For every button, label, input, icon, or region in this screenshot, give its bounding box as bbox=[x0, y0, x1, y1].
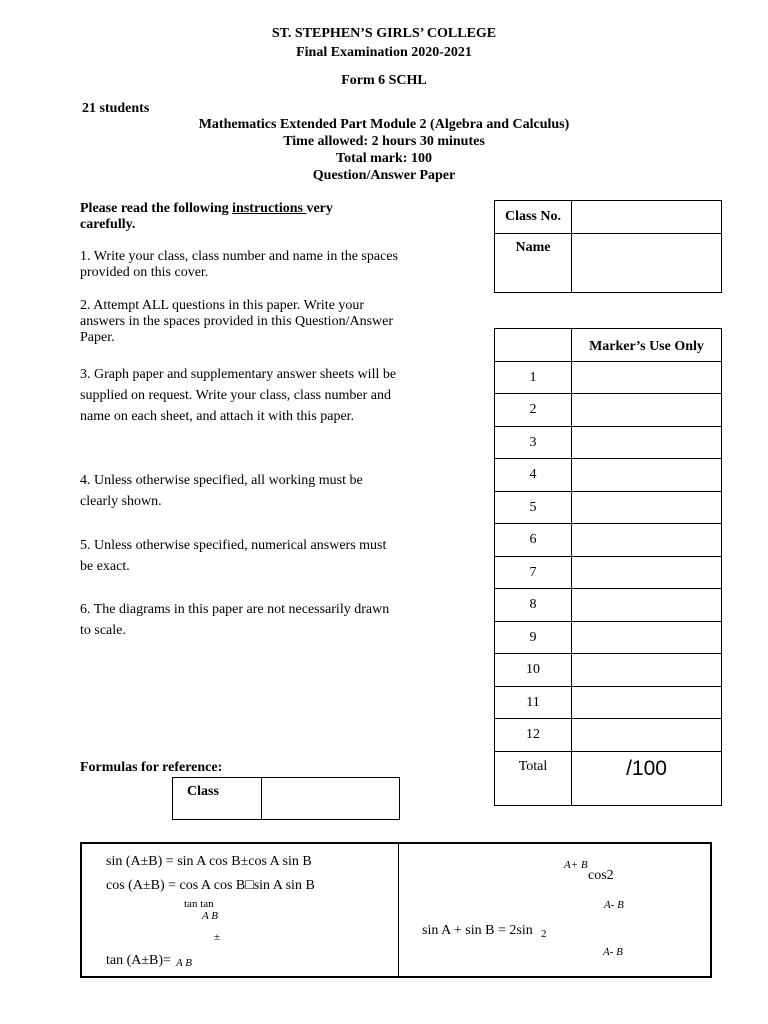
total-mark: Total mark: 100 bbox=[336, 151, 432, 166]
total-value: /100 bbox=[572, 752, 722, 806]
tan-numerator-vars: A B bbox=[202, 910, 218, 922]
cos-sum-formula: cos (A±B) = cos A cos B□sin A sin B bbox=[106, 878, 315, 893]
mark-cell[interactable] bbox=[572, 394, 722, 427]
mark-cell[interactable] bbox=[572, 654, 722, 687]
question-number: 1 bbox=[495, 362, 572, 394]
class-no-label: Class No. bbox=[495, 201, 572, 234]
name-label: Name bbox=[495, 234, 572, 293]
tan-subscript: A B bbox=[176, 957, 192, 969]
tan-numerator: tan tan bbox=[184, 898, 214, 910]
formulas-heading: Formulas for reference: bbox=[80, 760, 223, 775]
instruction-6: 6. The diagrams in this paper are not necessarily drawn to scale. bbox=[80, 602, 390, 638]
time-allowed: Time allowed: 2 hours 30 minutes bbox=[283, 134, 485, 149]
sum-to-product-ab2: A- B bbox=[603, 946, 623, 958]
sin-sum-formula: sin (A±B) = sin A cos B±cos A sin B bbox=[106, 854, 312, 869]
tan-pm: ± bbox=[214, 931, 221, 943]
question-number: 8 bbox=[495, 589, 572, 622]
instruction-2: 2. Attempt ALL questions in this paper. Write your answers in the spaces provided in this Question/Answer Paper. bbox=[80, 298, 393, 345]
paper-type: Question/Answer Paper bbox=[312, 168, 456, 183]
formula-box bbox=[80, 842, 712, 978]
mark-cell[interactable] bbox=[572, 362, 722, 394]
question-number: 7 bbox=[495, 557, 572, 589]
class-table bbox=[172, 777, 400, 820]
instruction-4: 4. Unless otherwise specified, all working must be clearly shown. bbox=[80, 473, 363, 509]
question-number: 12 bbox=[495, 719, 572, 752]
question-number: 5 bbox=[495, 492, 572, 524]
instruction-1: 1. Write your class, class number and name in the spaces provided on this cover. bbox=[80, 249, 398, 280]
mark-cell[interactable] bbox=[572, 492, 722, 524]
instruction-5: 5. Unless otherwise specified, numerical answers must be exact. bbox=[80, 538, 387, 574]
exam-title: Final Examination 2020-2021 bbox=[296, 45, 472, 60]
tan-sum-lhs: tan (A±B)= bbox=[106, 953, 171, 968]
mark-cell[interactable] bbox=[572, 524, 722, 557]
sum-to-product-ab1: A- B bbox=[604, 899, 624, 911]
question-number: 3 bbox=[495, 427, 572, 459]
marker-heading: Marker’s Use Only bbox=[572, 329, 722, 362]
total-label: Total bbox=[495, 752, 572, 806]
sum-to-product-cos: cos2 bbox=[588, 868, 614, 883]
sum-to-product-sub: 2 bbox=[541, 928, 547, 940]
instructions-heading: Please read the following instructions very carefully. bbox=[80, 201, 333, 232]
student-id-table bbox=[494, 200, 722, 293]
name-field[interactable] bbox=[572, 234, 722, 293]
mark-cell[interactable] bbox=[572, 622, 722, 654]
sum-to-product-formula: sin A + sin B = 2sin bbox=[422, 923, 533, 938]
class-no-field[interactable] bbox=[572, 201, 722, 234]
mark-cell[interactable] bbox=[572, 427, 722, 459]
question-number: 9 bbox=[495, 622, 572, 654]
formula-divider bbox=[398, 844, 399, 976]
mark-cell[interactable] bbox=[572, 459, 722, 492]
question-number: 10 bbox=[495, 654, 572, 687]
sum-to-product-sup: A+ B bbox=[564, 859, 588, 871]
marker-table bbox=[494, 328, 722, 806]
question-number: 4 bbox=[495, 459, 572, 492]
class-field[interactable] bbox=[262, 778, 400, 820]
subject-title: Mathematics Extended Part Module 2 (Algebra and Calculus) bbox=[198, 117, 570, 132]
form-label: Form 6 SCHL bbox=[341, 73, 427, 88]
mark-cell[interactable] bbox=[572, 589, 722, 622]
school-name: ST. STEPHEN’S GIRLS’ COLLEGE bbox=[271, 26, 497, 41]
instruction-3: 3. Graph paper and supplementary answer sheets will be supplied on request. Write your class, class number and name on each sheet, and attach it with this paper. bbox=[80, 367, 397, 424]
question-number: 2 bbox=[495, 394, 572, 427]
mark-cell[interactable] bbox=[572, 719, 722, 752]
class-label: Class bbox=[173, 778, 262, 820]
mark-cell[interactable] bbox=[572, 557, 722, 589]
student-count: 21 students bbox=[82, 101, 150, 116]
mark-cell[interactable] bbox=[572, 687, 722, 719]
question-number: 11 bbox=[495, 687, 572, 719]
question-number: 6 bbox=[495, 524, 572, 557]
